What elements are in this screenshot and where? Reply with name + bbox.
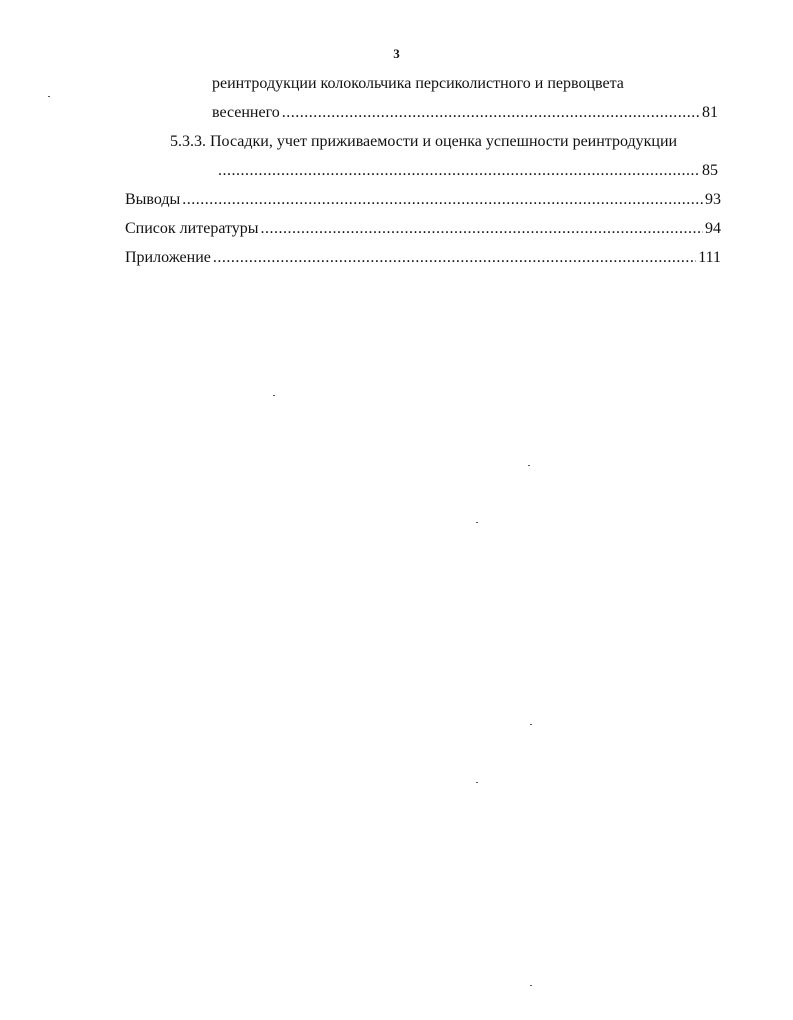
scan-speck: [530, 985, 532, 986]
toc-page-number: 93: [705, 191, 721, 208]
dot-leader: [218, 161, 700, 181]
scan-speck: [48, 96, 50, 97]
dot-leader: [282, 103, 700, 123]
dot-leader: [182, 190, 703, 210]
toc-entry-appendix[interactable]: [125, 248, 721, 268]
toc-entry-reintroduction[interactable]: [212, 103, 718, 123]
toc-entry-plantings[interactable]: [218, 161, 718, 181]
toc-page-number: 85: [702, 162, 718, 179]
toc-entry-label: весеннего: [212, 104, 280, 121]
dot-leader: [261, 219, 703, 239]
toc-entry-label: Выводы: [125, 191, 181, 208]
toc-page-number: 81: [702, 104, 718, 121]
toc-entry-conclusions[interactable]: [125, 190, 721, 210]
dot-leader: [213, 248, 696, 268]
toc-entry-references[interactable]: [125, 219, 721, 239]
scan-speck: [273, 395, 275, 396]
page-number: 3: [393, 46, 400, 61]
toc-entry-plantings-line1: 5.3.3. Посадки, учет приживаемости и оценка успешности реинтродукции: [170, 133, 678, 150]
scan-speck: [530, 724, 532, 725]
toc-entry-label: Приложение: [125, 249, 211, 266]
toc-page-number: 111: [698, 249, 721, 266]
scan-speck: [476, 782, 478, 783]
toc-page-number: 94: [705, 220, 721, 237]
toc-entry-label: Список литературы: [125, 220, 259, 237]
scan-speck: [528, 465, 530, 466]
scan-speck: [476, 522, 478, 523]
toc-entry-reintroduction-line1: реинтродукции колокольчика персиколистного и первоцвета: [212, 75, 624, 92]
